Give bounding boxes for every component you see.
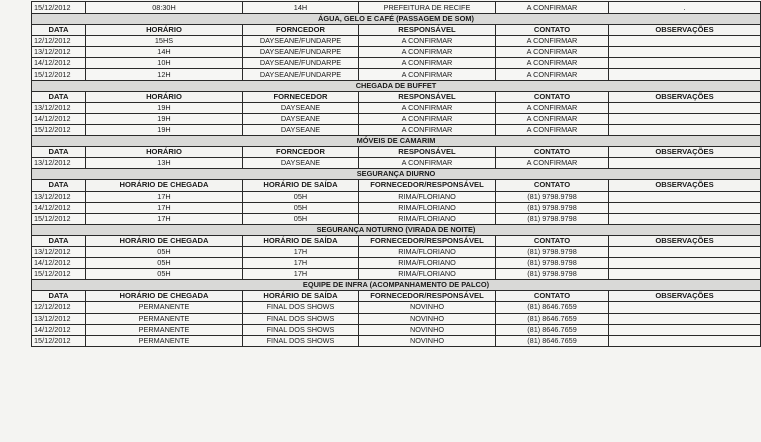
table-cell — [609, 102, 761, 113]
column-header: OBSERVAÇÕES — [609, 291, 761, 302]
column-header: HORÁRIO — [86, 25, 243, 36]
table-cell: 10H — [86, 58, 243, 69]
table-cell: DAYSEANE/FUNDARPE — [243, 36, 359, 47]
section-title-row — [32, 14, 761, 25]
table-cell: PERMANENTE — [86, 313, 243, 324]
header-row — [32, 25, 761, 36]
column-header: OBSERVAÇÕES — [609, 25, 761, 36]
table-cell: (81) 9798.9798 — [496, 246, 609, 257]
table-cell: 15/12/2012 — [32, 69, 86, 80]
table-row — [32, 102, 761, 113]
table-cell — [609, 313, 761, 324]
table-cell: DAYSEANE/FUNDARPE — [243, 47, 359, 58]
table-cell: FINAL DOS SHOWS — [243, 313, 359, 324]
table-cell — [609, 36, 761, 47]
table-cell: 14/12/2012 — [32, 324, 86, 335]
header-row — [32, 235, 761, 246]
column-header: CONTATO — [496, 147, 609, 158]
table-cell: 19H — [86, 113, 243, 124]
table-cell: 15/12/2012 — [32, 269, 86, 280]
table-cell: A CONFIRMAR — [359, 58, 496, 69]
cell-notes — [609, 2, 761, 14]
section-title: SEGURANÇA DIURNO — [32, 169, 761, 180]
table-cell: PERMANENTE — [86, 302, 243, 313]
column-header: FORNCEDOR — [243, 147, 359, 158]
schedule-table-body — [32, 2, 761, 347]
table-cell: 13/12/2012 — [32, 158, 86, 169]
table-row — [32, 313, 761, 324]
table-cell: (81) 9798.9798 — [496, 202, 609, 213]
table-row — [32, 158, 761, 169]
table-cell: 17H — [86, 191, 243, 202]
table-cell: DAYSEANE — [243, 113, 359, 124]
table-cell: RIMA/FLORIANO — [359, 191, 496, 202]
column-header: OBSERVAÇÕES — [609, 235, 761, 246]
section-title: SEGURANÇA NOTURNO (VIRADA DE NOITE) — [32, 224, 761, 235]
table-row — [32, 113, 761, 124]
stray-mark: . — [683, 2, 686, 12]
table-row — [32, 191, 761, 202]
table-cell: FINAL DOS SHOWS — [243, 302, 359, 313]
column-header: HORÁRIO DE SAÍDA — [243, 291, 359, 302]
column-header: HORÁRIO — [86, 91, 243, 102]
table-cell: 14H — [86, 47, 243, 58]
table-row — [32, 269, 761, 280]
table-cell — [609, 246, 761, 257]
column-header: RESPONSÁVEL — [359, 91, 496, 102]
table-cell — [609, 191, 761, 202]
table-cell: (81) 9798.9798 — [496, 269, 609, 280]
column-header: CONTATO — [496, 235, 609, 246]
table-cell: NOVINHO — [359, 324, 496, 335]
table-cell — [609, 69, 761, 80]
table-cell: PERMANENTE — [86, 324, 243, 335]
column-header: CONTATO — [496, 291, 609, 302]
table-cell — [609, 158, 761, 169]
table-cell — [609, 213, 761, 224]
table-cell: A CONFIRMAR — [496, 124, 609, 135]
section-title-row — [32, 169, 761, 180]
column-header: OBSERVAÇÕES — [609, 147, 761, 158]
table-cell: RIMA/FLORIANO — [359, 202, 496, 213]
table-cell: (81) 8646.7659 — [496, 302, 609, 313]
cell-end-time: 14H — [243, 2, 359, 14]
table-cell: 14/12/2012 — [32, 113, 86, 124]
table-cell: 14/12/2012 — [32, 258, 86, 269]
table-cell: A CONFIRMAR — [359, 113, 496, 124]
table-cell: 15/12/2012 — [32, 213, 86, 224]
table-cell — [609, 269, 761, 280]
table-cell — [609, 124, 761, 135]
section-title-row — [32, 280, 761, 291]
table-cell: A CONFIRMAR — [359, 102, 496, 113]
table-cell: RIMA/FLORIANO — [359, 269, 496, 280]
cell-time: 08:30H — [86, 2, 243, 14]
table-cell: 17H — [243, 258, 359, 269]
table-cell: FINAL DOS SHOWS — [243, 335, 359, 346]
table-cell: 17H — [86, 202, 243, 213]
column-header: FORNECEDOR — [243, 91, 359, 102]
table-cell: 13/12/2012 — [32, 47, 86, 58]
table-cell: 19H — [86, 124, 243, 135]
column-header: OBSERVAÇÕES — [609, 91, 761, 102]
header-row — [32, 180, 761, 191]
table-row — [32, 124, 761, 135]
table-cell: 13/12/2012 — [32, 191, 86, 202]
column-header: DATA — [32, 147, 86, 158]
table-cell: A CONFIRMAR — [359, 69, 496, 80]
cell-date: 15/12/2012 — [32, 2, 86, 14]
table-cell — [609, 324, 761, 335]
header-row — [32, 147, 761, 158]
table-cell: 05H — [243, 202, 359, 213]
column-header: DATA — [32, 235, 86, 246]
table-cell — [609, 335, 761, 346]
table-cell: NOVINHO — [359, 302, 496, 313]
table-cell: A CONFIRMAR — [359, 47, 496, 58]
column-header: DATA — [32, 25, 86, 36]
table-cell: 13H — [86, 158, 243, 169]
table-cell: 05H — [86, 269, 243, 280]
section-title: EQUIPE DE INFRA (ACOMPANHAMENTO DE PALCO) — [32, 280, 761, 291]
table-cell: (81) 8646.7659 — [496, 324, 609, 335]
table-cell: A CONFIRMAR — [496, 158, 609, 169]
table-cell: 14/12/2012 — [32, 202, 86, 213]
table-row — [32, 47, 761, 58]
section-title: ÁGUA, GELO E CAFÉ (PASSAGEM DE SOM) — [32, 14, 761, 25]
table-cell: RIMA/FLORIANO — [359, 246, 496, 257]
table-cell: 13/12/2012 — [32, 246, 86, 257]
table-cell: A CONFIRMAR — [359, 36, 496, 47]
table-row — [32, 202, 761, 213]
table-cell: 05H — [86, 246, 243, 257]
table-cell: (81) 9798.9798 — [496, 258, 609, 269]
column-header: FORNECEDOR/RESPONSÁVEL — [359, 235, 496, 246]
column-header: RESPONSÁVEL — [359, 147, 496, 158]
table-cell: RIMA/FLORIANO — [359, 258, 496, 269]
table-cell: 12/12/2012 — [32, 302, 86, 313]
table-cell: A CONFIRMAR — [496, 36, 609, 47]
table-cell: A CONFIRMAR — [496, 47, 609, 58]
table-cell — [609, 58, 761, 69]
header-row — [32, 291, 761, 302]
table-cell — [609, 302, 761, 313]
column-header: FORNCEDOR — [243, 25, 359, 36]
column-header: FORNECEDOR/RESPONSÁVEL — [359, 291, 496, 302]
table-cell: DAYSEANE — [243, 124, 359, 135]
table-cell: 15/12/2012 — [32, 124, 86, 135]
table-cell: 12H — [86, 69, 243, 80]
section-title-row — [32, 224, 761, 235]
table-cell: 15/12/2012 — [32, 335, 86, 346]
column-header: RESPONSÁVEL — [359, 25, 496, 36]
column-header: DATA — [32, 91, 86, 102]
column-header: HORÁRIO DE CHEGADA — [86, 291, 243, 302]
table-cell: DAYSEANE/FUNDARPE — [243, 58, 359, 69]
table-cell: A CONFIRMAR — [496, 102, 609, 113]
header-row — [32, 91, 761, 102]
table-cell: 12/12/2012 — [32, 36, 86, 47]
table-cell: (81) 9798.9798 — [496, 191, 609, 202]
top-row — [32, 2, 761, 14]
table-row — [32, 36, 761, 47]
table-cell: 15HS — [86, 36, 243, 47]
section-title-row — [32, 136, 761, 147]
table-cell: 13/12/2012 — [32, 313, 86, 324]
table-cell: 17H — [243, 269, 359, 280]
table-cell: NOVINHO — [359, 313, 496, 324]
table-cell: 17H — [86, 213, 243, 224]
column-header: DATA — [32, 180, 86, 191]
table-cell: A CONFIRMAR — [496, 113, 609, 124]
table-cell: 17H — [243, 246, 359, 257]
table-row — [32, 258, 761, 269]
table-cell: (81) 8646.7659 — [496, 313, 609, 324]
column-header: CONTATO — [496, 91, 609, 102]
table-cell: DAYSEANE — [243, 158, 359, 169]
table-cell: (81) 8646.7659 — [496, 335, 609, 346]
table-cell: 05H — [243, 213, 359, 224]
table-row — [32, 246, 761, 257]
column-header: HORÁRIO DE CHEGADA — [86, 180, 243, 191]
table-cell — [609, 258, 761, 269]
section-title-row — [32, 80, 761, 91]
table-cell — [609, 202, 761, 213]
table-cell — [609, 47, 761, 58]
table-row — [32, 324, 761, 335]
table-row — [32, 69, 761, 80]
table-cell: DAYSEANE — [243, 102, 359, 113]
section-title: MÓVEIS DE CAMARIM — [32, 136, 761, 147]
table-cell: 05H — [86, 258, 243, 269]
table-cell: A CONFIRMAR — [496, 58, 609, 69]
section-title: CHEGADA DE BUFFET — [32, 80, 761, 91]
column-header: FORNECEDOR/RESPONSÁVEL — [359, 180, 496, 191]
table-row — [32, 213, 761, 224]
table-cell — [609, 113, 761, 124]
table-cell: 14/12/2012 — [32, 58, 86, 69]
column-header: OBSERVAÇÕES — [609, 180, 761, 191]
column-header: HORÁRIO DE CHEGADA — [86, 235, 243, 246]
table-cell: A CONFIRMAR — [496, 69, 609, 80]
table-cell: A CONFIRMAR — [359, 158, 496, 169]
table-cell: A CONFIRMAR — [359, 124, 496, 135]
table-cell: FINAL DOS SHOWS — [243, 324, 359, 335]
schedule-sheet — [31, 1, 760, 347]
column-header: HORÁRIO — [86, 147, 243, 158]
table-row — [32, 335, 761, 346]
column-header: HORÁRIO DE SAÍDA — [243, 235, 359, 246]
column-header: DATA — [32, 291, 86, 302]
schedule-table — [31, 1, 761, 347]
table-cell: PERMANENTE — [86, 335, 243, 346]
table-cell: NOVINHO — [359, 335, 496, 346]
table-cell: RIMA/FLORIANO — [359, 213, 496, 224]
table-row — [32, 58, 761, 69]
table-row — [32, 302, 761, 313]
column-header: HORÁRIO DE SAÍDA — [243, 180, 359, 191]
column-header: CONTATO — [496, 180, 609, 191]
column-header: CONTATO — [496, 25, 609, 36]
table-cell: (81) 9798.9798 — [496, 213, 609, 224]
table-cell: DAYSEANE/FUNDARPE — [243, 69, 359, 80]
cell-contact: A CONFIRMAR — [496, 2, 609, 14]
table-cell: 13/12/2012 — [32, 102, 86, 113]
table-cell: 19H — [86, 102, 243, 113]
cell-responsible: PREFEITURA DE RECIFE — [359, 2, 496, 14]
table-cell: 05H — [243, 191, 359, 202]
